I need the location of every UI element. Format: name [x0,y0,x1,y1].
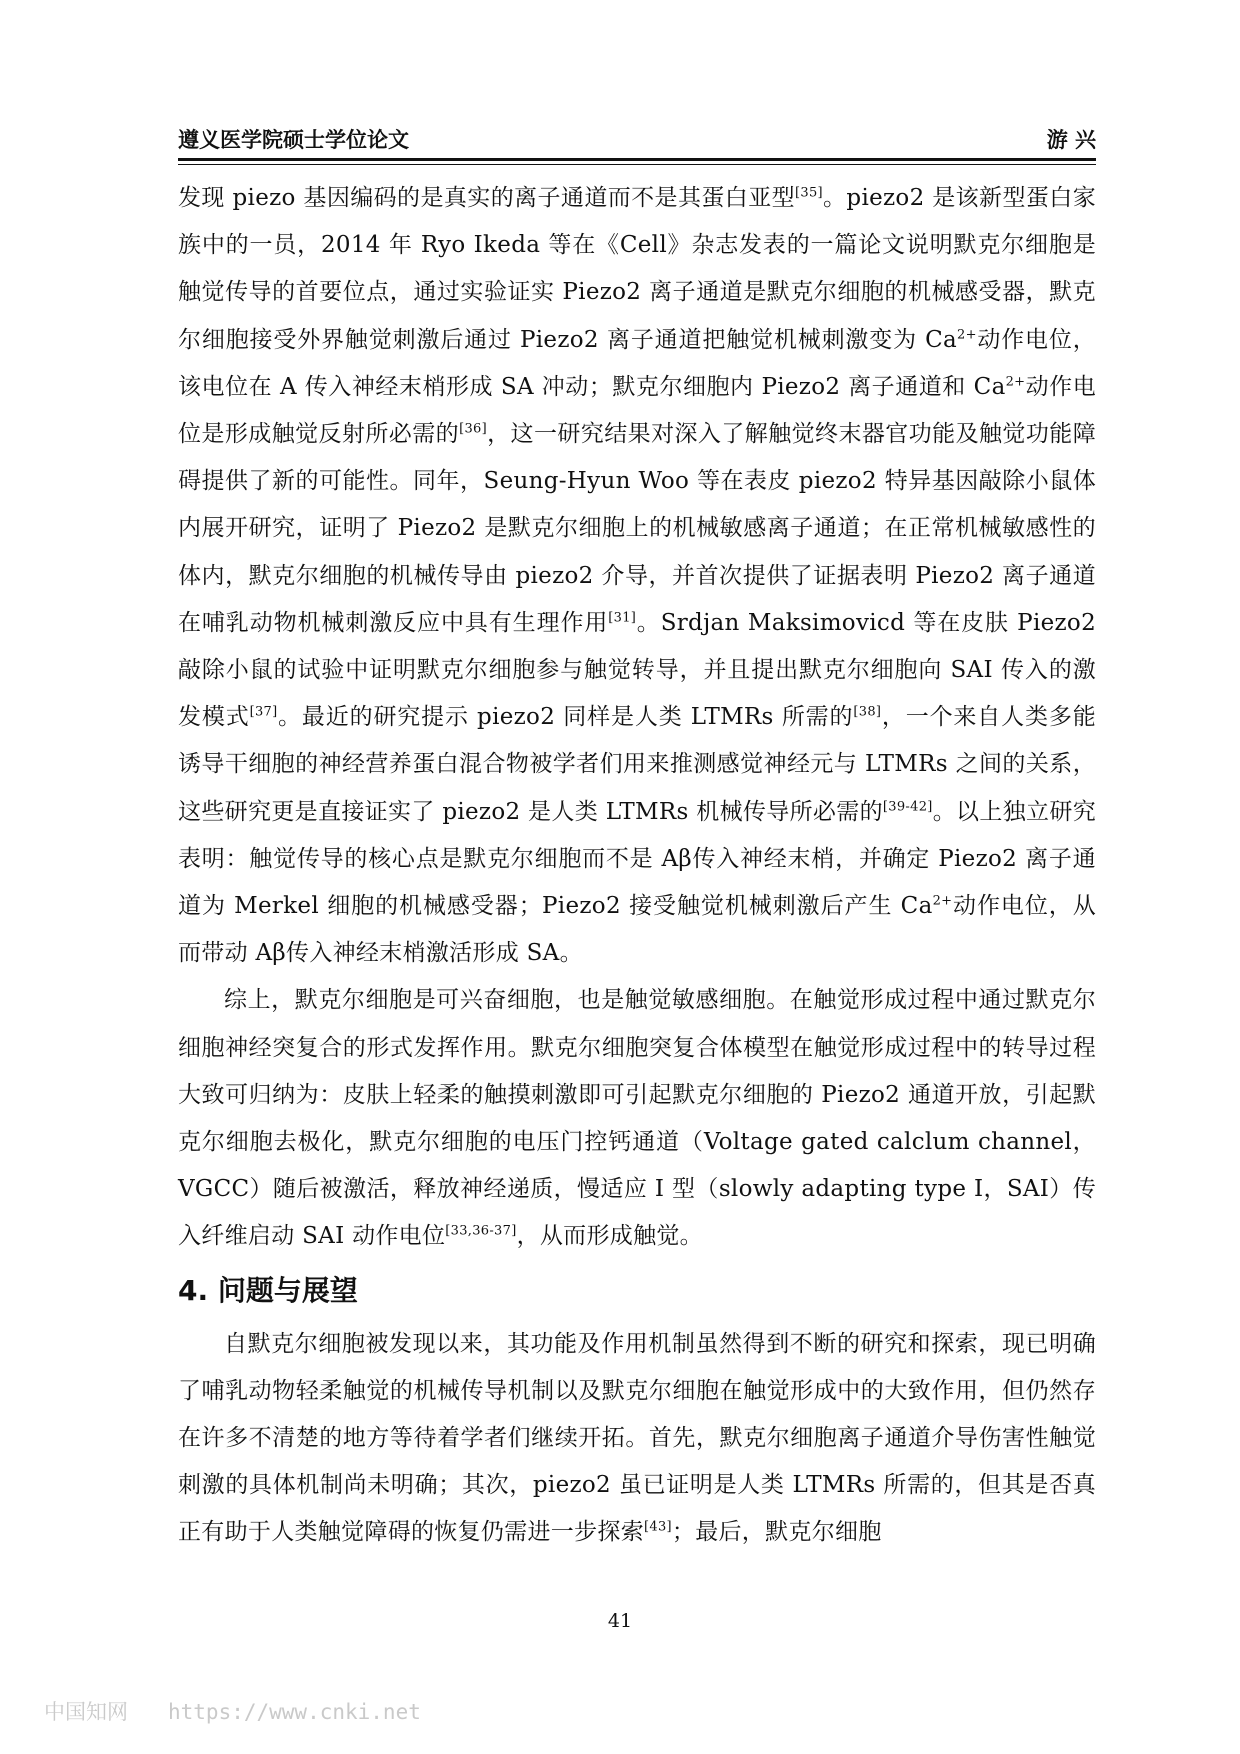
paragraph-text: ，一个来自人类多能诱导干细胞的神经营养蛋白混合物被学者们用来推测感觉神经元与 LTMRs 之间的关系，这些研究更是直接证实了 piezo2 是人类 LTMRs 机械传导所必需的 [178,704,1097,825]
paragraph-text: 综上，默克尔细胞是可兴奋细胞，也是触觉敏感细胞。在触觉形成过程中通过默克尔细胞神经突复合的形式发挥作用。默克尔细胞突复合体模型在触觉形成过程中的转导过程大致可归纳为：皮肤上轻柔的触摸刺激即可引起默克尔细胞的 Piezo2 通道开放，引起默克尔细胞去极化，默克尔细胞的电压门控钙通道（Voltage gated calclum channel，VGCC）随后被激活，释放神经递质，慢适应 I 型（slowly adapting type I，SAI）传入纤维启动 SAI 动作电位 [178,987,1096,1250]
header-author: 游 兴 [1046,128,1096,152]
paragraph-text: 动作电位，该电位在 A 传入神经末梢形成 SA 冲动；默克尔细胞内 Piezo2 离子通道和 Ca [178,326,1097,400]
section-heading: 4. 问题与展望 [178,1273,358,1307]
citation-superscript: [39-42] [882,798,933,814]
citation-superscript: [35] [795,185,823,201]
paragraph-text: 动作电位，从而带动 Aβ传入神经末梢激活形成 SA。 [178,893,1097,967]
paragraph-text: 。piezo2 是该新型蛋白家族中的一员，2014 年 Ryo Ikeda 等在《Cell》杂志发表的一篇论文说明默克尔细胞是触觉传导的首要位点，通过实验证实 Piezo2 离子通道是默克尔细胞的机械感受器，默克尔细胞接受外界触觉刺激后通过 Piezo2 离子通道把触觉机械刺激变为 Ca [178,185,1096,353]
page-body [178,175,1096,1557]
watermark-site-name: 中国知网 [44,1700,128,1724]
paragraph-text: ，这一研究结果对深入了解触觉终末器官功能及触觉功能障碍提供了新的可能性。同年，Seung-Hyun Woo 等在表皮 piezo2 特异基因敲除小鼠体内展开研究，证明了 Piezo2 是默克尔细胞上的机械敏感离子通道；在正常机械敏感性的体内，默克尔细胞的机械传导由 piezo2 介导，并首次提供了证据表明 Piezo2 离子通道在哺乳动物机械刺激反应中具有生理作用 [178,421,1096,636]
paragraph-text: 。最近的研究提示 piezo2 同样是人类 LTMRs 所需的 [277,704,854,731]
cnki-watermark [44,1696,421,1726]
header-rule-thick [178,158,1096,161]
citation-superscript: 2+ [932,893,953,909]
paragraph-text: 发现 piezo 基因编码的是真实的离子通道而不是其蛋白亚型 [178,185,796,211]
paragraph-text: 动作电位是形成触觉反射所必需的 [178,373,1096,448]
citation-superscript: [38] [853,704,882,720]
paragraph-text: ，从而形成触觉。 [516,1223,703,1250]
body-paragraph-2 [178,977,1096,1260]
body-paragraph-3 [178,1321,1096,1557]
citation-superscript: 2+ [1005,374,1026,390]
citation-superscript: [37] [249,704,278,720]
paragraph-text: 。以上独立研究表明：触觉传导的核心点是默克尔细胞而不是 Aβ传入神经末梢，并确定 Piezo2 离子通道为 Merkel 细胞的机械感受器；Piezo2 接受触觉机械刺激后产生 Ca [178,798,1096,920]
body-paragraph-1 [178,175,1096,977]
page-number: 41 [607,1610,633,1632]
citation-superscript: [36] [459,421,487,437]
header-thesis-title: 遵义医学院硕士学位论文 [178,128,409,152]
paragraph-text: ；最后，默克尔细胞 [671,1519,882,1546]
citation-superscript: [43] [644,1519,672,1535]
citation-superscript: 2+ [957,326,977,342]
running-header [178,124,1096,154]
citation-superscript: [31] [608,610,637,626]
watermark-url: https://www.cnki.net [168,1700,421,1724]
citation-superscript: [33,36-37] [445,1223,517,1239]
paragraph-text: 自默克尔细胞被发现以来，其功能及作用机制虽然得到不断的研究和探索，现已明确了哺乳动物轻柔触觉的机械传导机制以及默克尔细胞在触觉形成中的大致作用，但仍然存在许多不清楚的地方等待着学者们继续开拓。首先，默克尔细胞离子通道介导伤害性触觉刺激的具体机制尚未明确；其次，piezo2 虽已证明是人类 LTMRs 所需的，但其是否真正有助于人类触觉障碍的恢复仍需进一步探索 [178,1330,1096,1546]
header-rule-thin [178,164,1096,165]
paragraph-text: 。Srdjan Maksimovicd 等在皮肤 Piezo2 敲除小鼠的试验中证明默克尔细胞参与触觉转导，并且提出默克尔细胞向 SAI 传入的激发模式 [178,609,1097,731]
